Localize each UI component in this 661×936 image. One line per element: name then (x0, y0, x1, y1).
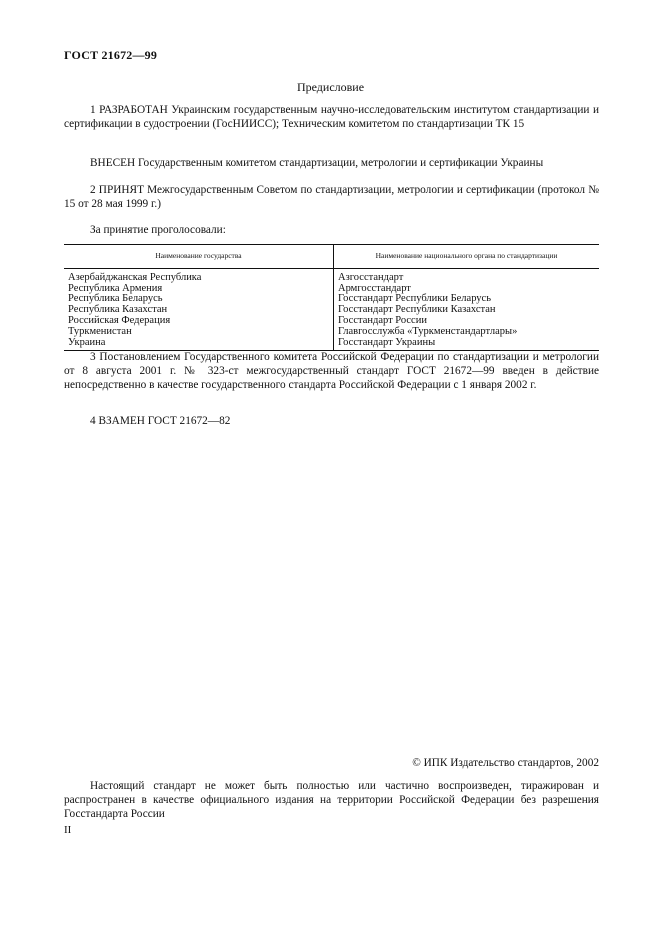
column-header-standards-body: Наименование национального органа по стандартизации (334, 245, 600, 269)
state-cell: Туркменистан (68, 325, 132, 337)
state-cell: Республика Казахстан (68, 304, 168, 316)
table-header-row (64, 245, 599, 269)
column-header-state: Наименование государства (64, 245, 334, 269)
standards-body-cell: Главгосслужба «Туркменстандартлары» (334, 327, 600, 338)
standards-body-cell: Азгосстандарт (334, 268, 600, 283)
state-cell: Украина (64, 338, 334, 351)
state-cell: Российская Федерация (68, 314, 171, 326)
state-cell: Азербайджанская Республика (68, 271, 202, 283)
paragraph-voted-for: За принятие проголосовали: (90, 224, 226, 236)
state-cell: Республика Беларусь (68, 293, 163, 305)
reproduction-notice: Настоящий стандарт не может быть полностью или частично воспроизведен, тиражирован и распространен в качестве официального издания на территории Российской Федерации без разрешения Госстандарта России (64, 780, 599, 820)
standards-body-cell: Армгосстандарт (334, 284, 600, 295)
paragraph-adopted: 2 ПРИНЯТ Межгосударственным Советом по стандартизации, метрологии и сертификации (протокол № 15 от 28 мая 1999 г.) (64, 184, 599, 210)
table-row (64, 338, 599, 351)
paragraph-decree: 3 Постановлением Государственного комитета Российской Федерации по стандартизации и метрологии от 8 августа 2001 г. № 323-ст межгосударственный стандарт ГОСТ 21672—99 введен в действие непосредственно в качестве государственного стандарта Российской Федерации с 1 января 2002 г. (64, 351, 599, 391)
document-header: ГОСТ 21672—99 (64, 48, 158, 62)
page-title: Предисловие (296, 80, 365, 94)
paragraph-submitted: ВНЕСЕН Государственным комитетом стандартизации, метрологии и сертификации Украины (90, 157, 544, 169)
table-row (64, 268, 599, 283)
voting-table (64, 244, 599, 351)
paragraph-replaces: 4 ВЗАМЕН ГОСТ 21672—82 (90, 415, 231, 427)
page-number: II (64, 824, 72, 836)
copyright-line: © ИПК Издательство стандартов, 2002 (412, 757, 599, 769)
standards-body-cell: Госстандарт Республики Беларусь (334, 294, 600, 305)
standards-body-cell: Госстандарт России (334, 316, 600, 327)
paragraph-developed: 1 РАЗРАБОТАН Украинским государственным научно-исследовательским институтом стандартизации и сертификации в судостроении (ГосНИИСС); Техническим комитетом по стандартизации ТК 15 (64, 104, 599, 130)
table-row (64, 316, 599, 327)
standards-body-cell: Госстандарт Украины (334, 338, 600, 351)
standards-body-cell: Госстандарт Республики Казахстан (334, 305, 600, 316)
table-row (64, 327, 599, 338)
state-cell: Республика Армения (68, 282, 163, 294)
